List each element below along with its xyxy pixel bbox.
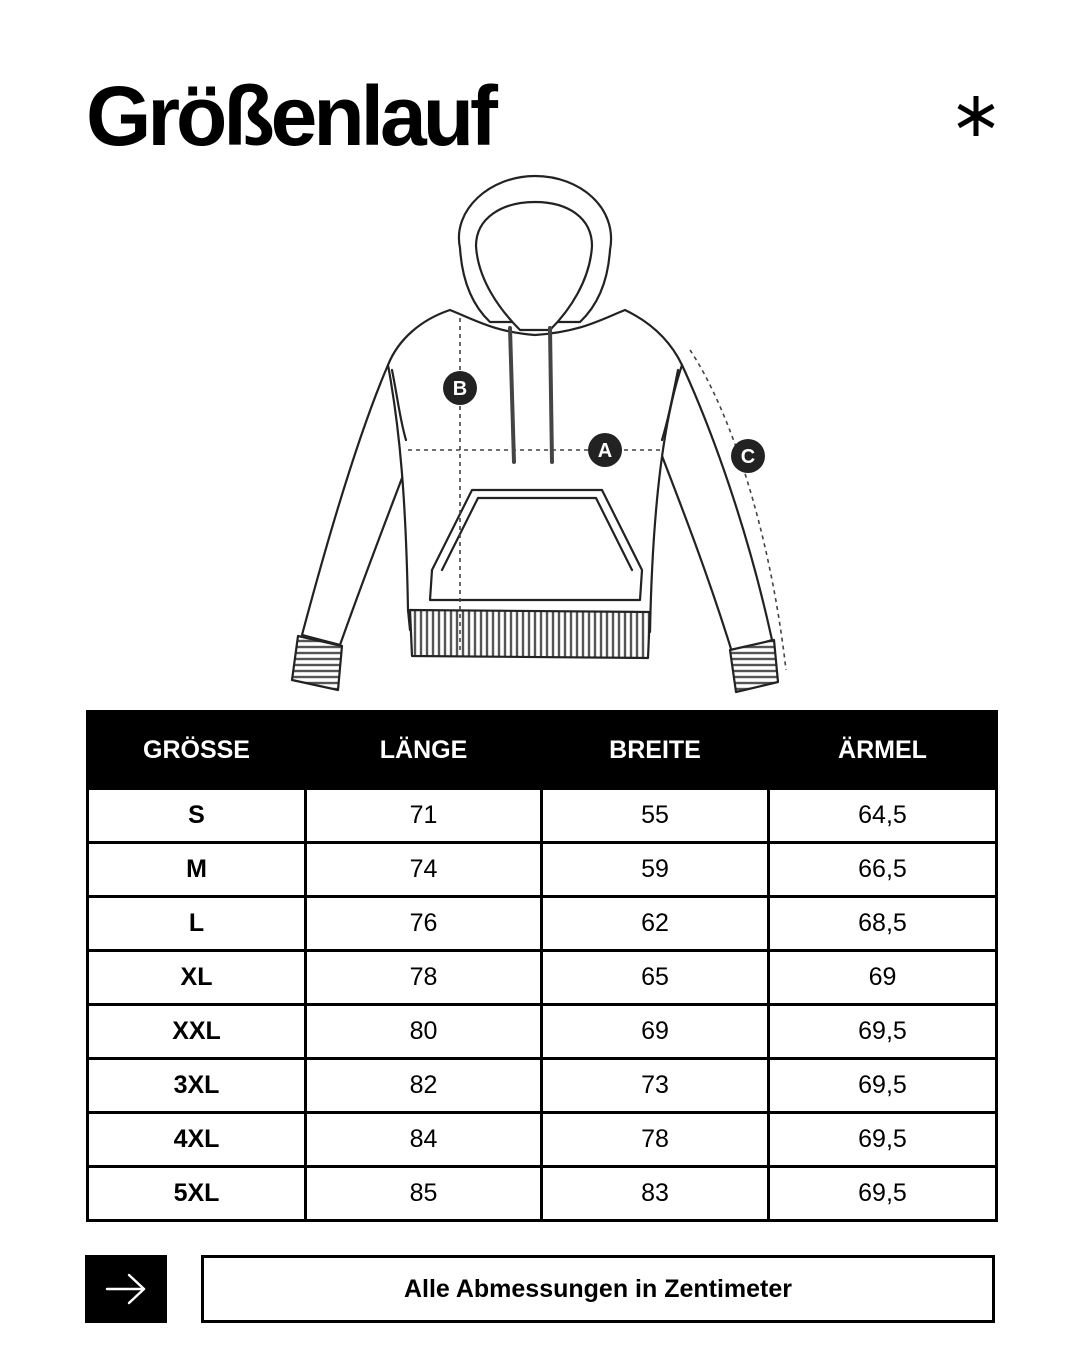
- size-cell: M: [88, 843, 306, 897]
- column-header-width: BREITE: [542, 712, 769, 789]
- table-row: [88, 843, 997, 897]
- column-header-sleeve: ÄRMEL: [769, 712, 997, 789]
- length-cell: 71: [306, 789, 542, 843]
- svg-text:B: B: [452, 378, 468, 400]
- sleeve-cell: 69,5: [769, 1167, 997, 1221]
- arrow-right-icon: [105, 1273, 147, 1305]
- hoodie-illustration: [280, 170, 800, 698]
- table-row: [88, 897, 997, 951]
- width-cell: 73: [542, 1059, 769, 1113]
- sleeve-cell: 69,5: [769, 1113, 997, 1167]
- table-row: [88, 1059, 997, 1113]
- length-cell: 74: [306, 843, 542, 897]
- width-cell: 55: [542, 789, 769, 843]
- table-row: [88, 1167, 997, 1221]
- units-note: Alle Abmessungen in Zentimeter: [201, 1255, 995, 1323]
- size-cell: S: [88, 789, 306, 843]
- page-title: Größenlauf: [86, 69, 495, 163]
- size-cell: 3XL: [88, 1059, 306, 1113]
- sleeve-cell: 69,5: [769, 1059, 997, 1113]
- size-table: [86, 710, 998, 1222]
- sleeve-cell: 68,5: [769, 897, 997, 951]
- length-cell: 78: [306, 951, 542, 1005]
- sleeve-cell: 64,5: [769, 789, 997, 843]
- arrow-button[interactable]: [85, 1255, 167, 1323]
- width-cell: 59: [542, 843, 769, 897]
- length-cell: 82: [306, 1059, 542, 1113]
- width-cell: 83: [542, 1167, 769, 1221]
- table-header-row: [88, 712, 997, 789]
- sleeve-cell: 69: [769, 951, 997, 1005]
- size-cell: XXL: [88, 1005, 306, 1059]
- width-cell: 69: [542, 1005, 769, 1059]
- width-cell: 78: [542, 1113, 769, 1167]
- column-header-size: GRÖSSE: [88, 712, 306, 789]
- length-cell: 76: [306, 897, 542, 951]
- svg-text:A: A: [597, 440, 613, 462]
- length-cell: 80: [306, 1005, 542, 1059]
- asterisk-icon: [952, 92, 1000, 140]
- size-cell: L: [88, 897, 306, 951]
- size-cell: 4XL: [88, 1113, 306, 1167]
- width-cell: 62: [542, 897, 769, 951]
- table-row: [88, 1113, 997, 1167]
- size-cell: 5XL: [88, 1167, 306, 1221]
- width-cell: 65: [542, 951, 769, 1005]
- length-cell: 84: [306, 1113, 542, 1167]
- size-cell: XL: [88, 951, 306, 1005]
- sleeve-cell: 66,5: [769, 843, 997, 897]
- table-row: [88, 1005, 997, 1059]
- table-row: [88, 789, 997, 843]
- length-cell: 85: [306, 1167, 542, 1221]
- svg-text:C: C: [740, 446, 756, 468]
- table-row: [88, 951, 997, 1005]
- column-header-length: LÄNGE: [306, 712, 542, 789]
- sleeve-cell: 69,5: [769, 1005, 997, 1059]
